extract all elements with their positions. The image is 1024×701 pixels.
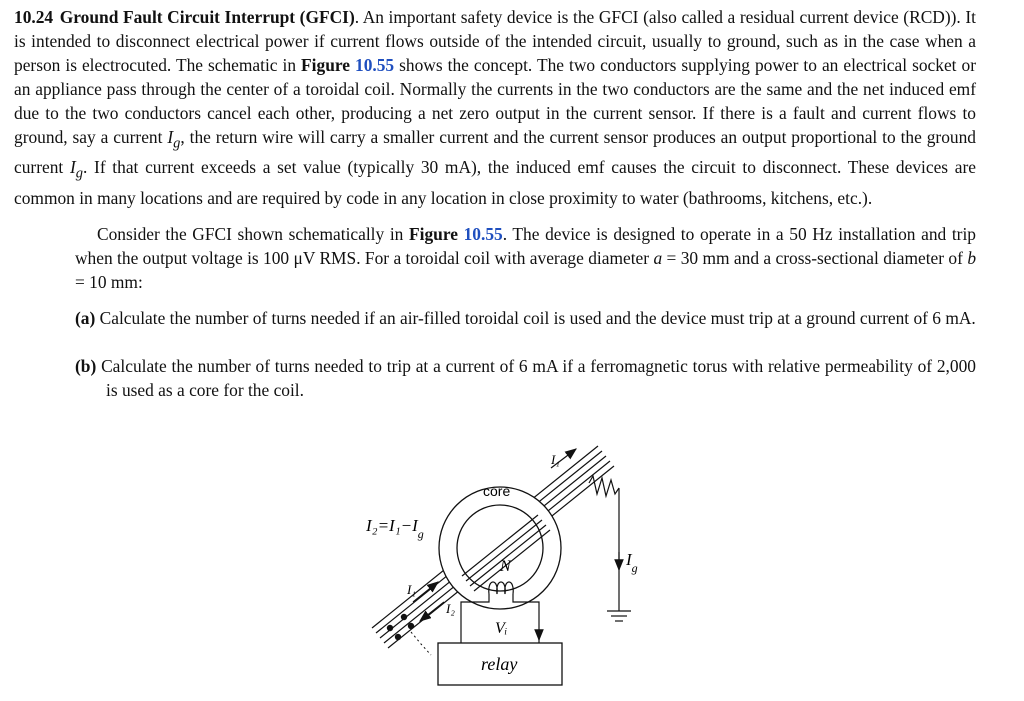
problem-number: 10.24 xyxy=(14,7,54,27)
ground-path xyxy=(589,476,631,621)
ig-label: $I_g$ xyxy=(626,550,638,575)
intro-text-d: . If that current exceeds a set value (typically 30 mA), the induced emf causes the circuit to disconnect. These devices are common in many locations and are required by code in any location in close proximity to water (bathrooms, kitchens, etc.). xyxy=(14,157,976,208)
intro-text-a: . An important safety device is the GFCI (also called a residual current device (RCD)). It is intended to disconnect electrical power if current flows outside of the intended circuit, usually to ground, such as in the case when a person is electrocuted. The schematic in xyxy=(14,7,976,75)
core-label: core xyxy=(483,483,511,499)
intro-text-b: shows the concept. The two conductors supplying power to an electrical socket or an appliance pass through the center of a toroidal coil. Normally the currents in the two conductors are the same and the net induced emf due to the two conductors cancel each other, producing a net zero output in the current sensor. If there is a fault and current flows to ground, say a current xyxy=(14,55,976,147)
para2-text-c: = 30 mm and a cross-sectional diameter of xyxy=(662,248,968,268)
para2-text-d: = 10 mm: xyxy=(75,272,143,292)
i1-label-upper: I₁ xyxy=(551,452,560,467)
para2-text-a: Consider the GFCI shown schematically in xyxy=(97,224,410,244)
vi-label: Vᵢ xyxy=(495,620,508,637)
current-equation-label: $I_2=I_1-I_g$ xyxy=(366,516,424,541)
figure-ref-link-2[interactable]: 10.55 xyxy=(463,224,503,244)
toroidal-core xyxy=(439,487,561,609)
diameter-b-symbol: b xyxy=(967,248,977,268)
i1-label-lower: I₁ xyxy=(407,582,416,597)
question-b-label: (b) xyxy=(75,356,97,376)
turns-n-label: N xyxy=(500,558,511,575)
plug-contacts xyxy=(387,614,414,640)
intro-text-c: , the return wire will carry a smaller current and the current sensor produces an output proportional to the ground current xyxy=(14,127,976,178)
question-b-text: Calculate the number of turns needed to trip at a current of 6 mA if a ferromagnetic torus with relative permeability of 2,000 is used as a core for the coil. xyxy=(96,356,976,400)
figure-ref-link[interactable]: 10.55 xyxy=(355,55,395,75)
figure-word: Figure xyxy=(301,55,350,75)
i2-label: I₂ xyxy=(446,601,455,616)
problem-title: Ground Fault Circuit Interrupt (GFCI) xyxy=(59,7,355,27)
para2-text-b: . The device is designed to operate in a 50 Hz installation and trip when the output voltage is 100 μV RMS. For a toroidal coil with average diameter xyxy=(75,224,976,268)
question-a-text: Calculate the number of turns needed if an air-filled toroidal coil is used and the device must trip at a ground current of 6 mA. xyxy=(95,308,976,328)
ground-current-symbol: $I_g$ xyxy=(167,127,181,152)
diameter-a-symbol: a xyxy=(653,248,663,268)
figure-word-2: Figure xyxy=(409,224,458,244)
question-a-label: (a) xyxy=(75,308,96,328)
ground-current-symbol-2: $I_g$ xyxy=(69,157,83,182)
relay-label: relay xyxy=(481,654,518,674)
dashed-leader xyxy=(411,632,431,655)
